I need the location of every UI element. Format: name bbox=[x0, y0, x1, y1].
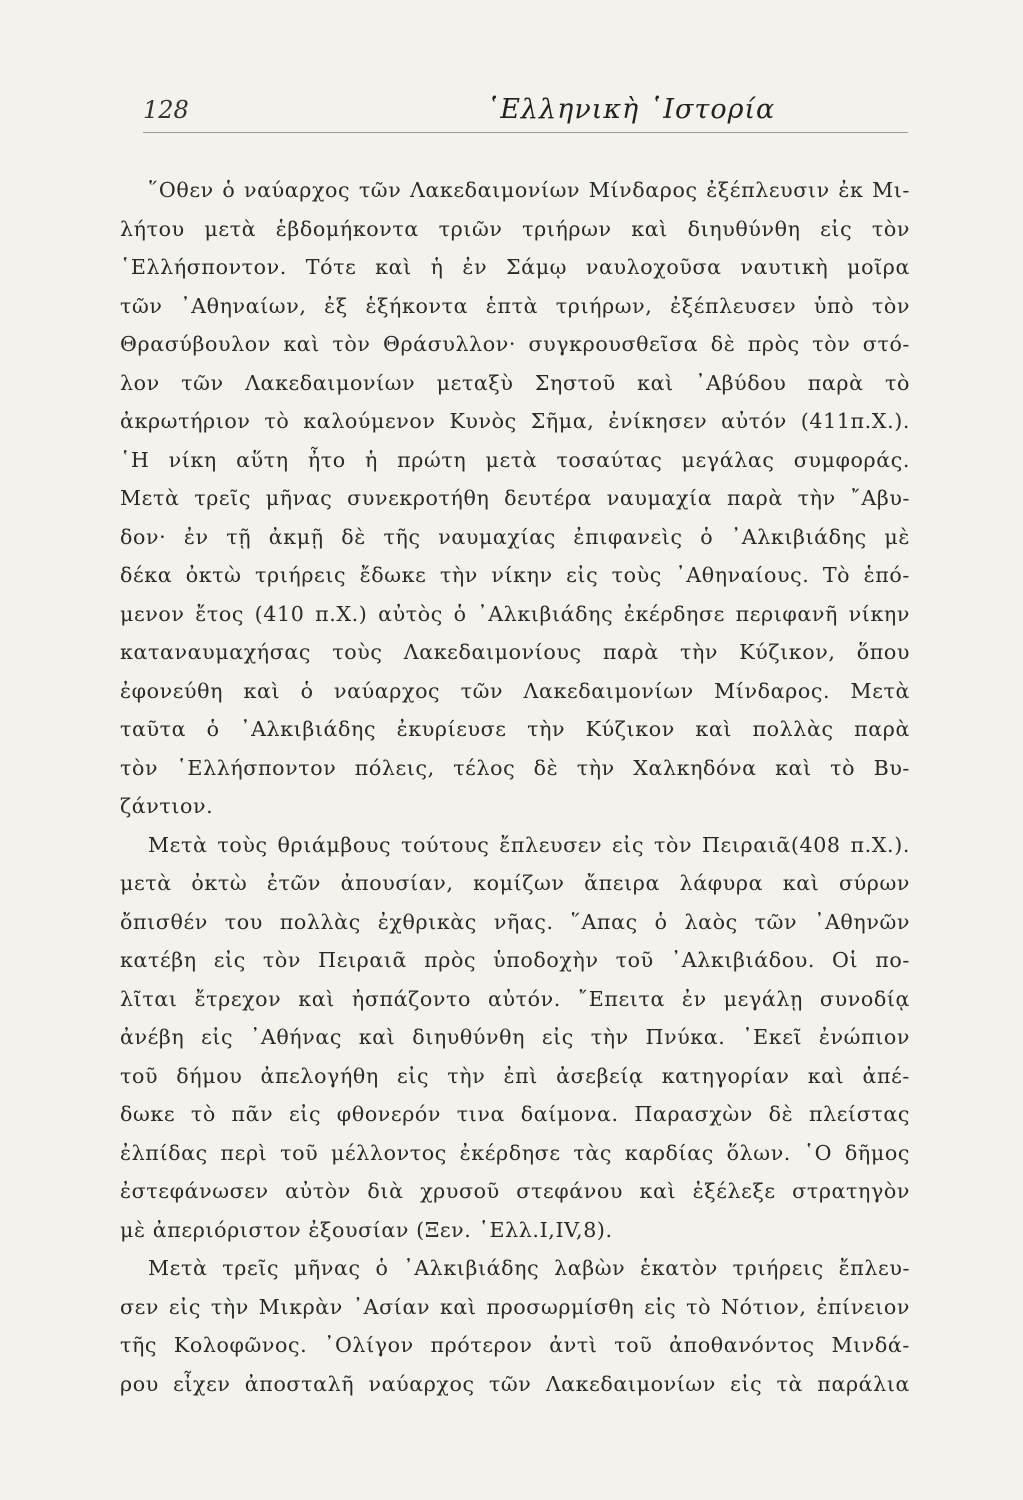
text-line: τῆς Κολοφῶνος. ᾿Ολίγον πρότερον ἀντὶ τοῦ ἀποθανόντος Μινδά- bbox=[120, 1333, 910, 1357]
text-line: Μετὰ τρεῖς μῆνας ὁ ᾿Αλκιβιάδης λαβὼν ἑκατὸν τριήρεις ἔπλευ- bbox=[148, 1256, 910, 1280]
text-line: ρου εἶχεν ἀποσταλῆ ναύαρχος τῶν Λακεδαιμονίων εἰς τὰ παράλια bbox=[120, 1371, 910, 1396]
text-line: σεν εἰς τὴν Μικρὰν ᾿Ασίαν καὶ προσωρμίσθη εἰς τὸ Νότιον, ἐπίνειον bbox=[120, 1294, 910, 1319]
text-line: τὸν ῾Ελλήσποντον πόλεις, τέλος δὲ τὴν Χαλκηδόνα καὶ τὸ Βυ- bbox=[120, 755, 910, 780]
text-line: λῖται ἔτρεχον καὶ ἠσπάζοντο αὐτόν. ῎Επειτα ἐν μεγάλῃ συνοδίᾳ bbox=[120, 986, 910, 1011]
text-line: ῾Ελλήσποντον. Τότε καὶ ἡ ἐν Σάμῳ ναυλοχοῦσα ναυτικὴ μοῖρα bbox=[120, 255, 910, 279]
text-line: δέκα ὀκτὼ τριήρεις ἔδωκε τὴν νίκην εἰς τοὺς ᾿Αθηναίους. Τὸ ἑπό- bbox=[120, 563, 910, 587]
text-line: ἐφονεύθη καὶ ὁ ναύαρχος τῶν Λακεδαιμονίων Μίνδαρος. Μετὰ bbox=[120, 678, 910, 703]
text-line: ἐστεφάνωσεν αὐτὸν διὰ χρυσοῦ στεφάνου καὶ ἐξέλεξε στρατηγὸν bbox=[120, 1179, 910, 1203]
page-header bbox=[143, 92, 908, 133]
text-line: ἐλπίδας περὶ τοῦ μέλλοντος ἐκέρδησε τὰς καρδίας ὅλων. ῾Ο δῆμος bbox=[120, 1140, 910, 1165]
text-line: ταῦτα ὁ ᾿Αλκιβιάδης ἐκυρίευσε τὴν Κύζικον καὶ πολλὰς παρὰ bbox=[120, 717, 910, 741]
text-line: Μετὰ τρεῖς μῆνας συνεκροτήθη δευτέρα ναυμαχία παρὰ τὴν ῎Αβυ- bbox=[120, 486, 910, 510]
text-line: τῶν ᾿Αθηναίων, ἐξ ἑξήκοντα ἑπτὰ τριήρων, ἐξέπλευσεν ὑπὸ τὸν bbox=[120, 293, 910, 318]
text-line: μετὰ ὀκτὼ ἐτῶν ἀπουσίαν, κομίζων ἄπειρα λάφυρα καὶ σύρων bbox=[120, 871, 910, 895]
text-line: Θρασύβουλον καὶ τὸν Θράσυλλον· συγκρουσθεῖσα δὲ πρὸς τὸν στό- bbox=[120, 332, 910, 356]
text-line: κατέβη εἰς τὸν Πειραιᾶ πρὸς ὑποδοχὴν τοῦ ᾿Αλκιβιάδου. Οἱ πο- bbox=[120, 948, 910, 972]
text-line: ὄπισθέν του πολλὰς ἐχθρικὰς νῆας. ῞Απας ὁ λαὸς τῶν ᾿Αθηνῶν bbox=[120, 909, 910, 934]
text-line: καταναυμαχήσας τοὺς Λακεδαιμονίους παρὰ τὴν Κύζικον, ὅπου bbox=[120, 640, 910, 664]
text-line: δον· ἐν τῇ ἀκμῇ δὲ τῆς ναυμαχίας ἐπιφανεὶς ὁ ᾿Αλκιβιάδης μὲ bbox=[120, 524, 910, 549]
text-line: δωκε τὸ πᾶν εἰς φθονερόν τινα δαίμονα. Παρασχὼν δὲ πλείστας bbox=[120, 1102, 910, 1126]
text-line: ἀνέβη εἰς ᾿Αθήνας καὶ διηυθύνθη εἰς τὴν Πνύκα. ᾿Εκεῖ ἐνώπιον bbox=[120, 1025, 910, 1049]
text-line: ῞Οθεν ὁ ναύαρχος τῶν Λακεδαιμονίων Μίνδαρος ἐξέπλευσιν ἐκ Μι- bbox=[148, 178, 910, 202]
text-line: ῾Η νίκη αὕτη ἦτο ἡ πρώτη μετὰ τοσαύτας μεγάλας συμφοράς. bbox=[120, 447, 910, 472]
text-line: τοῦ δήμου ἀπελογήθη εἰς τὴν ἐπὶ ἀσεβείᾳ κατηγορίαν καὶ ἀπέ- bbox=[120, 1063, 910, 1088]
text-line: ἀκρωτήριον τὸ καλούμενον Κυνὸς Σῆμα, ἐνίκησεν αὐτόν (411π.Χ.). bbox=[120, 409, 910, 433]
text-line: λήτου μετὰ ἑβδομήκοντα τριῶν τριήρων καὶ διηυθύνθη εἰς τὸν bbox=[120, 216, 910, 241]
text-line: λον τῶν Λακεδαιμονίων μεταξὺ Σηστοῦ καὶ ᾿Αβύδου παρὰ τὸ bbox=[120, 370, 910, 395]
text-line: μενον ἔτος (410 π.Χ.) αὐτὸς ὁ ᾿Αλκιβιάδης ἐκέρδησε περιφανῆ νίκην bbox=[120, 601, 910, 626]
text-line: μὲ ἀπεριόριστον ἐξουσίαν (Ξεν. ῾Ελλ.I,IV,8). bbox=[120, 1217, 613, 1242]
text-line: Μετὰ τοὺς θριάμβους τούτους ἔπλευσεν εἰς τὸν Πειραιᾶ(408 π.Χ.). bbox=[148, 832, 910, 857]
running-title: ῾Ελληνικὴ ῾Ιστορία bbox=[485, 94, 776, 125]
body-text bbox=[120, 171, 910, 1403]
text-line: ζάντιον. bbox=[120, 794, 214, 818]
page-number: 128 bbox=[143, 96, 189, 124]
